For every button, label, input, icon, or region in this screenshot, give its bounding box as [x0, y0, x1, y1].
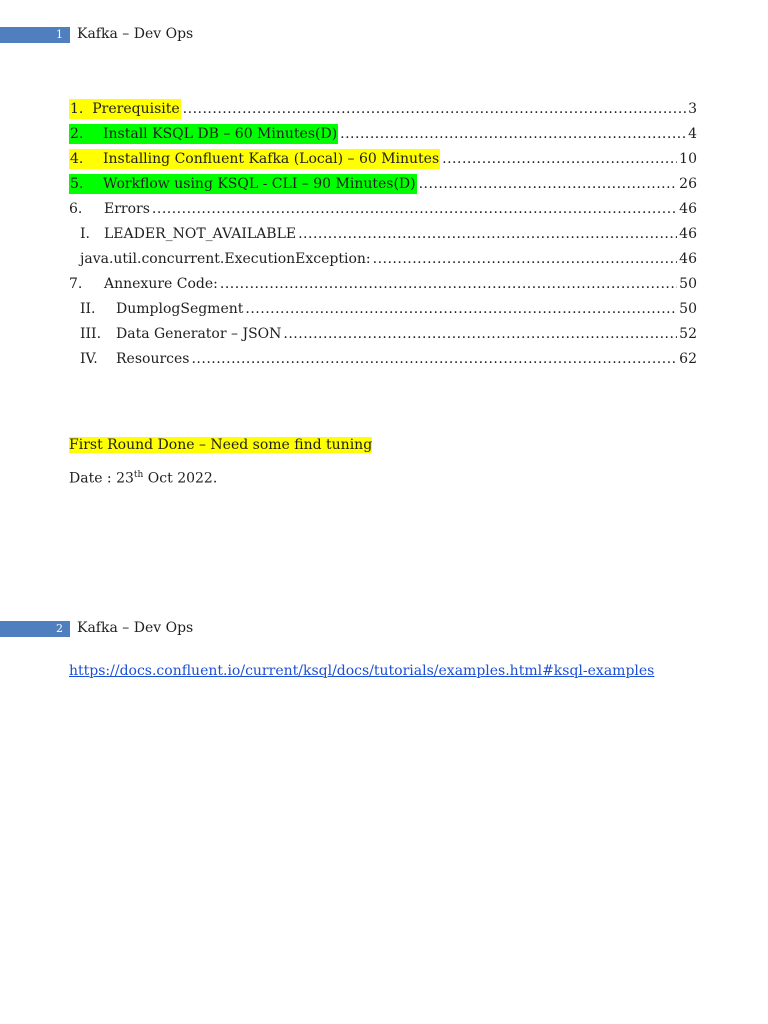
toc-entry-4-label: Workflow using KSQL - CLI – 90 Minutes(D): [103, 176, 416, 192]
status-note: [69, 435, 372, 455]
date-sup: th: [133, 470, 144, 480]
header-title-2: Kafka – Dev Ops: [77, 620, 194, 636]
date-prefix: Date : 23: [69, 470, 134, 487]
toc-entry-1-page: 3: [688, 101, 697, 117]
toc-entry-4-num: 5.: [70, 176, 84, 192]
toc-entry-7-label: java.util.concurrent.ExecutionException:: [80, 251, 371, 267]
toc-entry-11-num: IV.: [80, 351, 98, 367]
toc-leader: [373, 249, 678, 269]
page-number-1: 1: [0, 27, 70, 43]
toc-entry-2-text: [69, 124, 338, 144]
toc-entry-5[interactable]: [69, 199, 697, 219]
toc-entry-9[interactable]: [80, 299, 697, 319]
date-suffix: Oct 2022.: [143, 470, 218, 487]
toc-entry-6-num: I.: [80, 226, 90, 242]
toc-entry-1-num: 1.: [70, 101, 84, 117]
toc-entry-8-num: 7.: [69, 276, 83, 292]
toc-entry-6-page: 46: [679, 226, 697, 242]
page-number-2: 2: [0, 621, 70, 637]
status-note-text: First Round Done – Need some find tuning: [69, 437, 373, 453]
toc-leader: [340, 124, 686, 144]
page-header-1: [0, 27, 768, 43]
toc-leader: [183, 99, 686, 119]
toc-entry-5-page: 46: [679, 201, 697, 217]
toc-leader: [419, 174, 678, 194]
page-header-2: [0, 621, 768, 637]
toc-entry-5-num: 6.: [69, 201, 83, 217]
toc-entry-6[interactable]: [80, 224, 697, 244]
toc-entry-2-num: 2.: [70, 126, 84, 142]
toc-entry-2-page: 4: [688, 126, 697, 142]
toc-entry-3-text: [69, 149, 440, 169]
toc-entry-8[interactable]: [69, 274, 697, 294]
toc-entry-3-page: 10: [679, 151, 697, 167]
toc-entry-9-num: II.: [80, 301, 96, 317]
toc-leader: [442, 149, 677, 169]
toc-entry-1-label: Prerequisite: [92, 101, 180, 117]
ksql-examples-link[interactable]: https://docs.confluent.io/current/ksql/docs/tutorials/examples.html#ksql-examples: [69, 663, 655, 679]
toc-entry-10-num: III.: [80, 326, 102, 342]
header-title-1: Kafka – Dev Ops: [77, 26, 194, 42]
toc-entry-7[interactable]: [80, 249, 697, 269]
toc-entry-4[interactable]: [69, 174, 697, 194]
toc-entry-3-num: 4.: [70, 151, 84, 167]
toc-entry-1-text: [69, 99, 181, 119]
toc-entry-9-page: 50: [679, 301, 697, 317]
date-line: [69, 465, 217, 489]
toc-entry-8-page: 50: [679, 276, 697, 292]
toc-entry-6-label: LEADER_NOT_AVAILABLE: [104, 226, 297, 242]
toc-entry-9-label: DumplogSegment: [116, 301, 244, 317]
toc-leader: [298, 224, 677, 244]
toc-leader: [152, 199, 677, 219]
toc-entry-10-page: 52: [679, 326, 697, 342]
toc-entry-1[interactable]: [69, 99, 697, 119]
toc-entry-4-text: [69, 174, 417, 194]
toc-entry-11[interactable]: [80, 349, 697, 369]
toc-leader: [220, 274, 677, 294]
toc-entry-8-label: Annexure Code:: [104, 276, 218, 292]
toc-entry-3[interactable]: [69, 149, 697, 169]
toc-entry-2[interactable]: [69, 124, 697, 144]
toc-leader: [283, 324, 677, 344]
toc-entry-11-page: 62: [679, 351, 697, 367]
toc-entry-10-label: Data Generator – JSON: [116, 326, 282, 342]
toc-entry-4-page: 26: [679, 176, 697, 192]
toc-entry-11-label: Resources: [116, 351, 190, 367]
toc-leader: [245, 299, 677, 319]
toc-entry-10[interactable]: [80, 324, 697, 344]
toc-entry-2-label: Install KSQL DB – 60 Minutes(D): [103, 126, 338, 142]
toc-entry-3-label: Installing Confluent Kafka (Local) – 60 Minutes: [103, 151, 440, 167]
toc-entry-7-page: 46: [679, 251, 697, 267]
toc-leader: [191, 349, 677, 369]
toc-entry-5-label: Errors: [104, 201, 150, 217]
